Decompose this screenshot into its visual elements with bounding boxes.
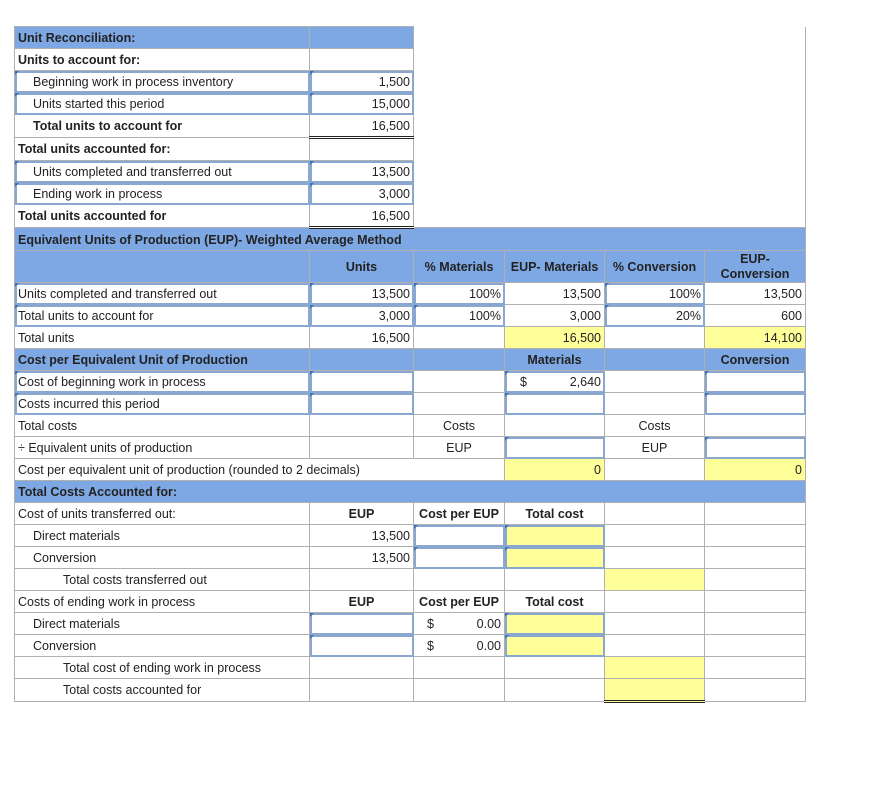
ending-conv-cost-per-eup — [414, 635, 505, 657]
pct-conversion-column-header: % Conversion — [605, 251, 705, 283]
total-transferred-row — [15, 569, 806, 591]
ending-wip-value[interactable]: 3,000 — [310, 183, 414, 205]
transferred-total-cost-header: Total cost — [505, 503, 605, 525]
ending-dm-total-cost[interactable] — [505, 613, 605, 635]
ending-cost-per-eup-header: Cost per EUP — [414, 591, 505, 613]
eup-total-units: 16,500 — [310, 327, 414, 349]
completed-value[interactable]: 13,500 — [310, 161, 414, 183]
ending-conv-dollar-sign: $ — [427, 638, 434, 653]
conversion-cost-per-unit: 0 — [705, 459, 806, 481]
eup-completed-eup-conversion: 13,500 — [705, 283, 806, 305]
transferred-dm-row — [15, 525, 806, 547]
beginning-cost-units-input[interactable] — [310, 371, 414, 393]
total-costs-label: Total costs — [15, 415, 310, 437]
transferred-conv-label: Conversion — [15, 547, 310, 569]
completed-label[interactable]: Units completed and transferred out — [15, 161, 310, 183]
eup-ending-label[interactable]: Total units to account for — [15, 305, 310, 327]
incurred-materials-cost-input[interactable] — [505, 393, 605, 415]
transferred-dm-cost-per-eup-input[interactable] — [414, 525, 505, 547]
transferred-conv-cost-per-eup-input[interactable] — [414, 547, 505, 569]
transferred-conv-eup: 13,500 — [310, 547, 414, 569]
total-ending-value — [605, 657, 705, 679]
materials-costs-word: Costs — [414, 415, 505, 437]
transferred-dm-label: Direct materials — [15, 525, 310, 547]
materials-eup-input[interactable] — [505, 437, 605, 459]
eup-total-row — [15, 327, 806, 349]
transferred-header-row — [15, 503, 806, 525]
ending-dm-row — [15, 613, 806, 635]
units-started-value[interactable]: 15,000 — [310, 93, 414, 115]
materials-eup-word: EUP — [414, 437, 505, 459]
beginning-cost-label[interactable]: Cost of beginning work in process — [15, 371, 310, 393]
costs-accounted-header-row — [15, 481, 806, 503]
ending-dm-dollar-sign: $ — [427, 616, 434, 631]
eup-total-label: Total units — [15, 327, 310, 349]
eup-ending-pct-materials[interactable]: 100% — [414, 305, 505, 327]
ending-dm-eup-input[interactable] — [310, 613, 414, 635]
total-ending-label: Total cost of ending work in process — [15, 657, 310, 679]
incurred-conversion-cost-input[interactable] — [705, 393, 806, 415]
units-started-label[interactable]: Units started this period — [15, 93, 310, 115]
eup-conversion-column-header: EUP- Conversion — [705, 251, 806, 283]
eup-ending-pct-conversion[interactable]: 20% — [605, 305, 705, 327]
incurred-cost-label[interactable]: Costs incurred this period — [15, 393, 310, 415]
eup-title-row — [15, 228, 806, 251]
eup-title: Equivalent Units of Production (EUP)- Weighted Average Method — [15, 228, 806, 251]
eup-column-header-row — [15, 251, 806, 283]
eup-ending-eup-materials: 3,000 — [505, 305, 605, 327]
units-to-account-header-row — [15, 49, 806, 71]
costs-accounted-title: Total Costs Accounted for: — [15, 481, 806, 503]
total-ending-row — [15, 657, 806, 679]
ending-header-row — [15, 591, 806, 613]
total-to-account-label: Total units to account for — [15, 115, 310, 138]
units-accounted-heading: Total units accounted for: — [15, 138, 310, 161]
ending-costs-label: Costs of ending work in process — [15, 591, 310, 613]
ending-dm-label: Direct materials — [15, 613, 310, 635]
eup-completed-row — [15, 283, 806, 305]
eup-completed-pct-conversion[interactable]: 100% — [605, 283, 705, 305]
eup-completed-units[interactable]: 13,500 — [310, 283, 414, 305]
beginning-materials-dollar-sign: $ — [520, 374, 527, 389]
total-costs-accounted-label: Total costs accounted for — [15, 679, 310, 702]
eup-completed-eup-materials: 13,500 — [505, 283, 605, 305]
beginning-cost-row — [15, 371, 806, 393]
cost-per-unit-row — [15, 459, 806, 481]
materials-header: Materials — [505, 349, 605, 371]
transferred-cost-per-eup-header: Cost per EUP — [414, 503, 505, 525]
ending-conv-total-cost[interactable] — [505, 635, 605, 657]
eup-completed-label[interactable]: Units completed and transferred out — [15, 283, 310, 305]
total-accounted-value: 16,500 — [310, 205, 414, 228]
beginning-wip-label[interactable]: Beginning work in process inventory — [15, 71, 310, 93]
transferred-dm-total-cost[interactable] — [505, 525, 605, 547]
ending-dm-cost-per-eup — [414, 613, 505, 635]
total-transferred-label: Total costs transferred out — [15, 569, 310, 591]
conversion-eup-input[interactable] — [705, 437, 806, 459]
ending-dm-cost-value: 0.00 — [476, 616, 501, 631]
eup-completed-pct-materials[interactable]: 100% — [414, 283, 505, 305]
transferred-eup-header: EUP — [310, 503, 414, 525]
total-to-account-value: 16,500 — [310, 115, 414, 138]
beginning-wip-units[interactable]: 1,500 — [310, 71, 414, 93]
ending-conv-label: Conversion — [15, 635, 310, 657]
eup-ending-row — [15, 305, 806, 327]
conversion-costs-word: Costs — [605, 415, 705, 437]
incurred-cost-row — [15, 393, 806, 415]
transferred-conv-total-cost[interactable] — [505, 547, 605, 569]
divide-eup-label: ÷ Equivalent units of production — [15, 437, 310, 459]
beginning-materials-value: 2,640 — [569, 374, 601, 389]
total-costs-row — [15, 415, 806, 437]
cost-per-unit-label: Cost per equivalent unit of production (rounded to 2 decimals) — [15, 459, 505, 481]
worksheet-grid — [14, 26, 806, 703]
eup-ending-units[interactable]: 3,000 — [310, 305, 414, 327]
ending-conv-cost-value: 0.00 — [476, 638, 501, 653]
units-to-account-heading: Units to account for: — [15, 49, 310, 71]
transferred-conv-row — [15, 547, 806, 569]
eup-materials-column-header: EUP- Materials — [505, 251, 605, 283]
pct-materials-column-header: % Materials — [414, 251, 505, 283]
cost-per-eup-title: Cost per Equivalent Unit of Production — [15, 349, 310, 371]
ending-conv-eup-input[interactable] — [310, 635, 414, 657]
beginning-materials-cost[interactable] — [505, 371, 605, 393]
units-column-header: Units — [310, 251, 414, 283]
conversion-header: Conversion — [705, 349, 806, 371]
divide-eup-row — [15, 437, 806, 459]
cost-per-eup-header-row — [15, 349, 806, 371]
transferred-label: Cost of units transferred out: — [15, 503, 310, 525]
ending-total-cost-header: Total cost — [505, 591, 605, 613]
total-transferred-value — [605, 569, 705, 591]
eup-total-materials: 16,500 — [505, 327, 605, 349]
conversion-eup-word: EUP — [605, 437, 705, 459]
unit-reconciliation-header-row — [15, 27, 806, 49]
eup-total-conversion: 14,100 — [705, 327, 806, 349]
eup-ending-eup-conversion: 600 — [705, 305, 806, 327]
unit-reconciliation-title: Unit Reconciliation: — [15, 27, 310, 49]
ending-conv-row — [15, 635, 806, 657]
total-costs-accounted-value — [605, 679, 705, 702]
materials-cost-per-unit: 0 — [505, 459, 605, 481]
total-costs-accounted-row — [15, 679, 806, 702]
transferred-dm-eup: 13,500 — [310, 525, 414, 547]
ending-wip-label[interactable]: Ending work in process — [15, 183, 310, 205]
ending-eup-header: EUP — [310, 591, 414, 613]
beginning-conversion-cost-input[interactable] — [705, 371, 806, 393]
incurred-cost-units-input[interactable] — [310, 393, 414, 415]
total-accounted-label: Total units accounted for — [15, 205, 310, 228]
